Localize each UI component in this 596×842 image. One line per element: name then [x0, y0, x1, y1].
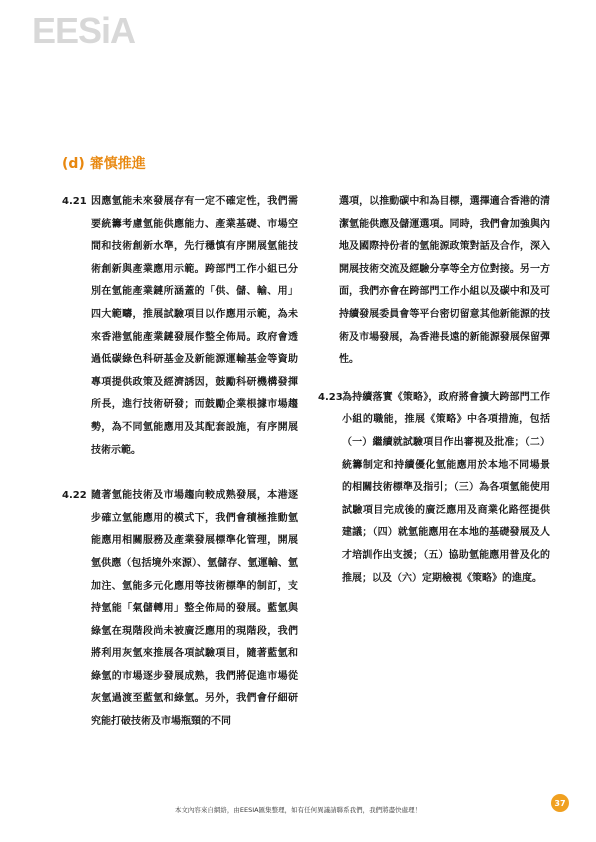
- section-title: (d) 審慎推進: [62, 156, 146, 172]
- right-column: [318, 191, 550, 590]
- paragraph-number: 4.21: [62, 196, 87, 207]
- paragraph-4-23: [318, 387, 550, 590]
- paragraph-4-21: [62, 191, 298, 462]
- paragraph-4-22-continued: [318, 191, 550, 372]
- paragraph-text: 選項，以推動碳中和為目標，選擇適合香港的清潔氫能供應及儲運選項。同時，我們會加強與內地及國際持份者的氫能源政策對話及合作，深入開展技術交流及經驗分享等全方位對接。另一方面，我們亦會在跨部門工作小組以及碳中和及可持續發展委員會等平台密切留意其他新能源的技術及市場發展，為香港長遠的新能源發展保留彈性。: [339, 196, 550, 366]
- paragraph-4-22: [62, 485, 298, 734]
- eesia-logo: EESiA: [32, 10, 136, 51]
- footer-note: 本文內容來自網絡，由EESIA匯集整理，如有任何異議請聯系我們，我們將盡快處理！: [174, 806, 422, 814]
- left-column: [62, 191, 298, 734]
- paragraph-text: 因應氫能未來發展存有一定不確定性，我們需要統籌考慮氫能供應能力、產業基礎、市場空間和技術創新水準，先行穩慎有序開展氫能技術創新與產業應用示範。跨部門工作小組已分別在氫能產業鏈所涵蓋的「供、儲、輸、用」四大範疇，推展試驗項目以作應用示範，為未來香港氫能產業鏈發展作整全佈局。政府會透過低碳綠色科研基金及新能源運輸基金等資助專項提供政策及經濟誘因，鼓勵科研機構發揮所長，進行技術研發；而鼓勵企業根據市場趨勢，為不同氫能應用及其配套設施，有序開展技術示範。: [91, 196, 298, 456]
- page-number-badge: 37: [551, 794, 569, 812]
- paragraph-number: 4.23: [318, 391, 343, 403]
- paragraph-text: 隨著氫能技術及市場趨向較成熟發展，本港逐步確立氫能應用的模式下，我們會積極推動氫能應用相關服務及產業發展標準化管理，開展氫供應（包括境外來源）、氫儲存、氫運輸、氫加注、氫能多元化應用等技術標準的制訂，支持氫能「氣儲轉用」整全佈局的發展。藍氫與綠氫在現階段尚未被廣泛應用的現階段，我們將利用灰氫來推展各項試驗項目，隨著藍氫和綠氫的市場逐步發展成熟，我們將促進市場從灰氫過渡至藍氫和綠氫。另外，我們會仔細研究能打破技術及市場瓶頸的不同: [91, 490, 298, 728]
- paragraph-text: 為持續落實《策略》，政府將會擴大跨部門工作小組的職能，推展《策略》中各項措施，包括（一）繼續就試驗項目作出審視及批准；（二）統籌制定和持續優化氫能應用於本地不同場景的相關技術標準及指引；（三）為各項氫能使用試驗項目完成後的廣泛應用及商業化路徑提供建議；（四）就氫能應用在本地的基礎發展及人才培訓作出支援；（五）協助氫能應用普及化的推展；以及（六）定期檢視《策略》的進度。: [342, 391, 550, 584]
- paragraph-number: 4.22: [62, 490, 87, 502]
